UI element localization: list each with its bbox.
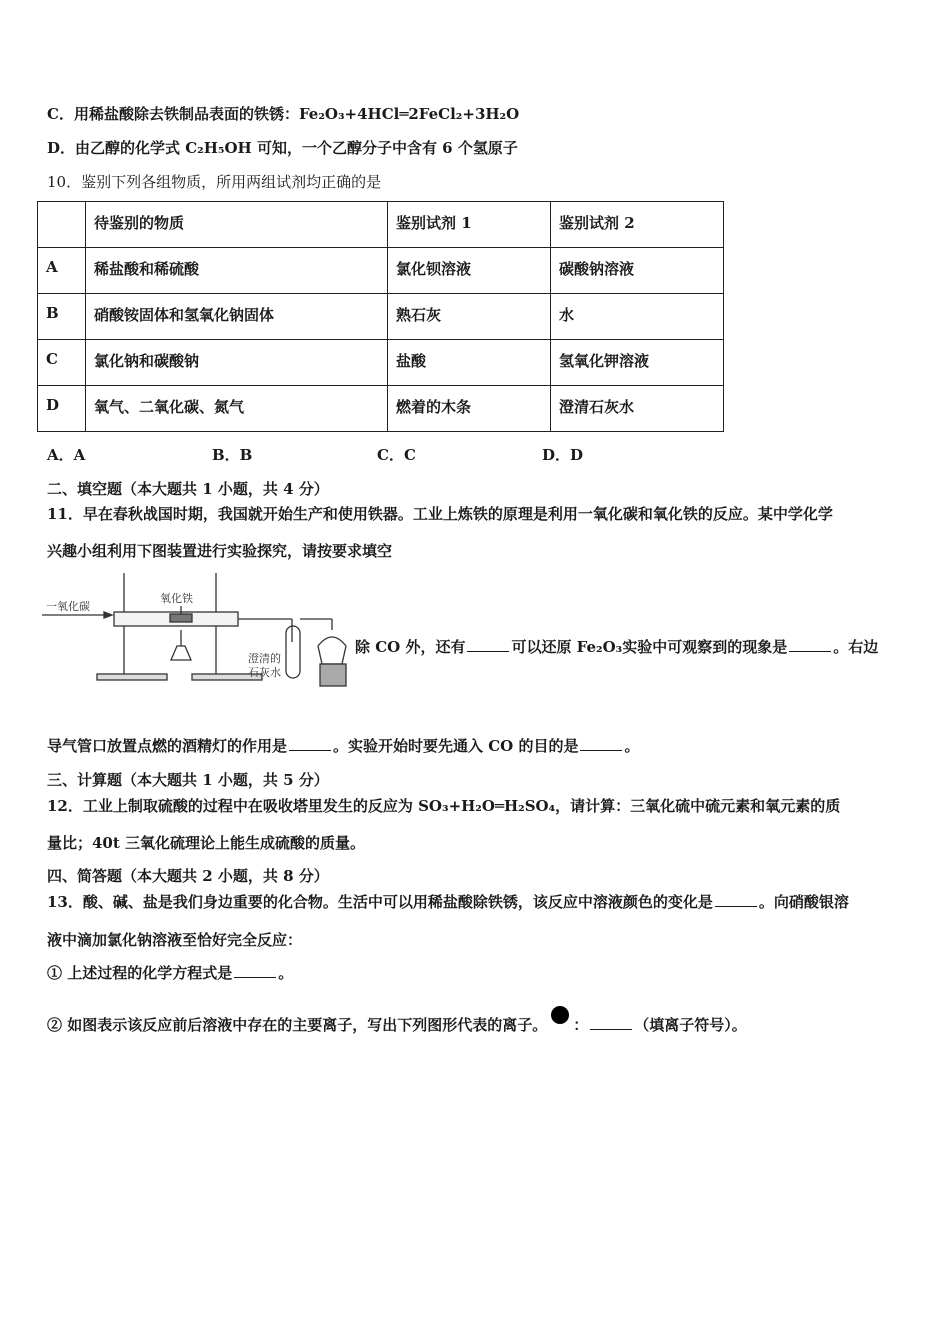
question-11-line-3 bbox=[47, 735, 639, 756]
question-13-sub-2 bbox=[47, 1006, 747, 1035]
table-cell: 碳酸钠溶液 bbox=[551, 248, 724, 294]
table-cell: 盐酸 bbox=[388, 340, 551, 386]
label-carbon-monoxide: 一氧化碳 bbox=[46, 600, 90, 613]
option-d-line: D．由乙醇的化学式 C₂H₅OH 可知，一个乙醇分子中含有 6 个氢原子 bbox=[47, 139, 518, 157]
table-cell: 氯化钠和碳酸钠 bbox=[86, 340, 388, 386]
table-cell: 燃着的木条 bbox=[388, 386, 551, 432]
answer-blank[interactable] bbox=[590, 1017, 632, 1030]
q11-line3-a: 导气管口放置点燃的酒精灯的作用是 bbox=[47, 737, 288, 755]
q11-side-c: 。右边 bbox=[833, 638, 879, 656]
answer-option-a[interactable]: A．A bbox=[47, 446, 86, 464]
q11-side-a: 除 CO 外，还有 bbox=[355, 638, 466, 656]
section-3-heading: 三、计算题（本大题共 1 小题，共 5 分） bbox=[47, 771, 329, 789]
q13-sub1-b: 。 bbox=[278, 964, 294, 982]
label-limewater-1: 澄清的 bbox=[248, 652, 281, 665]
q11-side-b: 可以还原 Fe₂O₃实验中可观察到的现象是 bbox=[511, 638, 788, 656]
table-cell: 稀盐酸和稀硫酸 bbox=[86, 248, 388, 294]
question-13-sub-1 bbox=[47, 962, 293, 983]
table-row bbox=[38, 386, 724, 432]
table-cell: 氯化钡溶液 bbox=[388, 248, 551, 294]
question-12-line-1: 12．工业上制取硫酸的过程中在吸收塔里发生的反应为 SO₃+H₂O═H₂SO₄，请计算：三氧化硫中硫元素和氧元素的质 bbox=[47, 797, 841, 815]
table-cell: 氢氧化钾溶液 bbox=[551, 340, 724, 386]
q13-sub2-c: （填离子符号）。 bbox=[634, 1016, 747, 1034]
table-row bbox=[38, 340, 724, 386]
question-13-line-1 bbox=[47, 891, 849, 912]
answer-blank[interactable] bbox=[467, 639, 509, 652]
question-12-line-2: 量比；40t 三氧化硫理论上能生成硫酸的质量。 bbox=[47, 834, 366, 852]
table-cell: 硝酸铵固体和氢氧化钠固体 bbox=[86, 294, 388, 340]
table-cell: 待鉴别的物质 bbox=[86, 202, 388, 248]
question-13-line-2: 液中滴加氯化钠溶液至恰好完全反应： bbox=[47, 931, 303, 949]
table-header-row bbox=[38, 202, 724, 248]
section-2-heading: 二、填空题（本大题共 1 小题，共 4 分） bbox=[47, 480, 329, 498]
label-limewater-2: 石灰水 bbox=[248, 666, 281, 679]
answer-options bbox=[47, 444, 747, 464]
table-cell: 氧气、二氧化碳、氮气 bbox=[86, 386, 388, 432]
table-cell: 鉴别试剂 1 bbox=[388, 202, 551, 248]
table-cell: 澄清石灰水 bbox=[551, 386, 724, 432]
ion-dot-icon bbox=[551, 1006, 569, 1024]
table-cell: 水 bbox=[551, 294, 724, 340]
answer-option-d[interactable]: D．D bbox=[542, 446, 584, 464]
table-cell: 熟石灰 bbox=[388, 294, 551, 340]
table-cell: A bbox=[38, 248, 86, 294]
section-4-heading: 四、简答题（本大题共 2 小题，共 8 分） bbox=[47, 867, 329, 885]
table-cell bbox=[38, 202, 86, 248]
table-row bbox=[38, 248, 724, 294]
table-cell: B bbox=[38, 294, 86, 340]
answer-blank[interactable] bbox=[580, 738, 622, 751]
label-iron-oxide: 氧化铁 bbox=[160, 592, 193, 605]
answer-blank[interactable] bbox=[789, 639, 831, 652]
answer-blank[interactable] bbox=[289, 738, 331, 751]
q13-line1-b: 。向硝酸银溶 bbox=[758, 893, 849, 911]
answer-blank[interactable] bbox=[715, 894, 757, 907]
answer-option-b[interactable]: B．B bbox=[212, 446, 253, 464]
answer-option-c[interactable]: C．C bbox=[377, 446, 416, 464]
table-cell: C bbox=[38, 340, 86, 386]
identification-table bbox=[37, 201, 724, 432]
table-cell: 鉴别试剂 2 bbox=[551, 202, 724, 248]
co-reduction-apparatus-diagram bbox=[42, 568, 352, 696]
q11-line3-b: 。实验开始时要先通入 CO 的目的是 bbox=[333, 737, 579, 755]
q11-line3-c: 。 bbox=[624, 737, 640, 755]
option-c-line: C．用稀盐酸除去铁制品表面的铁锈：Fe₂O₃+4HCl═2FeCl₂+3H₂O bbox=[47, 105, 520, 123]
question-10: 10．鉴别下列各组物质，所用两组试剂均正确的是 bbox=[47, 173, 382, 191]
q13-sub2-a: ② 如图表示该反应前后溶液中存在的主要离子，写出下列图形代表的离子。 bbox=[47, 1016, 548, 1034]
table-row bbox=[38, 294, 724, 340]
question-11-line-2: 兴趣小组利用下图装置进行实验探究，请按要求填空 bbox=[47, 542, 393, 560]
q13-sub1-a: ① 上述过程的化学方程式是 bbox=[47, 964, 233, 982]
question-11-line-1: 11．早在春秋战国时期，我国就开始生产和使用铁器。工业上炼铁的原理是利用一氧化碳和氧化铁的反应。某中学化学 bbox=[47, 505, 833, 523]
table-cell: D bbox=[38, 386, 86, 432]
answer-blank[interactable] bbox=[234, 965, 276, 978]
question-11-side-text bbox=[355, 636, 878, 657]
q13-line1-a: 13．酸、碱、盐是我们身边重要的化合物。生活中可以用稀盐酸除铁锈，该反应中溶液颜色的变化是 bbox=[47, 893, 713, 911]
q13-sub2-b: ： bbox=[573, 1016, 589, 1034]
